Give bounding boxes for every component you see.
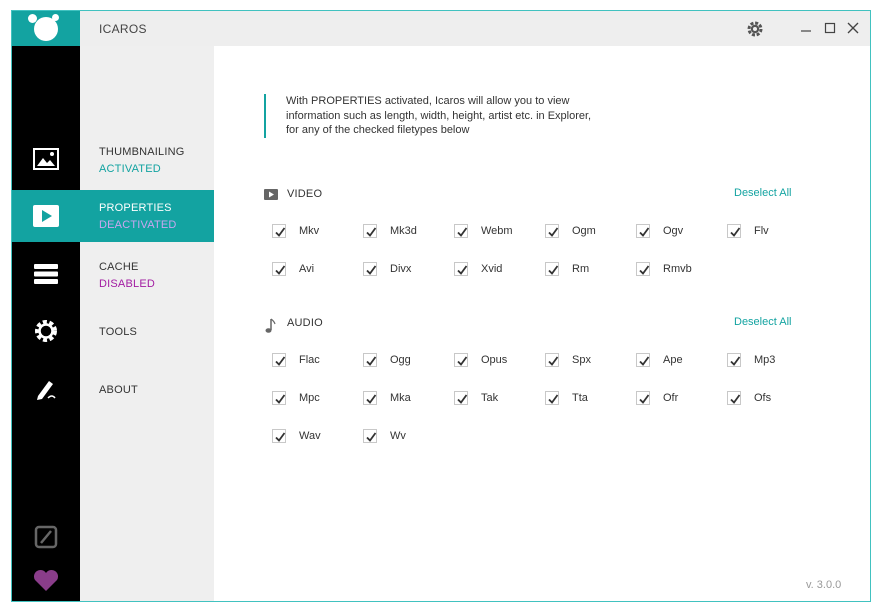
nav-label: PROPERTIES: [99, 202, 172, 214]
filetype-label: Opus: [481, 354, 508, 366]
filetype-label: Mkv: [299, 225, 320, 237]
filetype-checkbox[interactable]: [545, 224, 635, 240]
checkmark-icon: [456, 226, 468, 238]
checkmark-icon: [365, 226, 377, 238]
filetype-label: Flv: [754, 225, 769, 237]
filetype-label: Wav: [299, 430, 321, 442]
nav-item-thumbnailing[interactable]: [80, 138, 214, 190]
checkbox-box: [545, 262, 559, 276]
checkmark-icon: [456, 264, 468, 276]
checkbox-box: [636, 391, 650, 405]
nav-item-properties[interactable]: [80, 190, 214, 242]
checkmark-icon: [638, 393, 650, 405]
filetype-label: Rmvb: [663, 263, 692, 275]
filetype-label: Ogm: [572, 225, 596, 237]
checkbox-box: [272, 262, 286, 276]
filetype-checkbox[interactable]: [272, 224, 362, 240]
filetype-label: Webm: [481, 225, 513, 237]
video-deselect-all-link[interactable]: Deselect All: [734, 187, 792, 199]
filetype-checkbox[interactable]: [363, 353, 453, 369]
checkbox-box: [545, 353, 559, 367]
checkmark-icon: [638, 355, 650, 367]
filetype-checkbox[interactable]: [272, 353, 362, 369]
filetype-checkbox[interactable]: [454, 262, 544, 278]
checkbox-box: [363, 262, 377, 276]
filetype-label: Ofr: [663, 392, 679, 404]
checkmark-icon: [729, 226, 741, 238]
filetype-label: Rm: [572, 263, 590, 275]
nav-item-tools[interactable]: [80, 322, 214, 374]
nav-status: DEACTIVATED: [99, 219, 177, 231]
section-title: AUDIO: [287, 317, 323, 329]
checkbox-box: [272, 224, 286, 238]
nav-item-cache[interactable]: [80, 256, 214, 308]
checkbox-box: [363, 391, 377, 405]
checkmark-icon: [456, 355, 468, 367]
checkbox-box: [636, 224, 650, 238]
filetype-label: Tta: [572, 392, 588, 404]
checkbox-box: [545, 391, 559, 405]
icaros-logo: [12, 11, 80, 46]
filetype-label: Wv: [390, 430, 406, 442]
filetype-label: Divx: [390, 263, 412, 275]
checkmark-icon: [547, 226, 559, 238]
pen-icon: [32, 376, 60, 402]
checkmark-icon: [638, 264, 650, 276]
filetype-checkbox[interactable]: [454, 353, 544, 369]
filetype-label: Mka: [390, 392, 411, 404]
nav-item-about[interactable]: [80, 380, 214, 432]
checkbox-box: [363, 429, 377, 443]
checkbox-box: [363, 224, 377, 238]
filetype-label: Spx: [572, 354, 591, 366]
nav-panel: [80, 46, 214, 602]
sidebar-icon-about[interactable]: [12, 363, 80, 415]
version-label: v. 3.0.0: [806, 579, 842, 591]
sidebar-icon-thumbnailing[interactable]: [12, 133, 80, 185]
checkmark-icon: [274, 226, 286, 238]
checkbox-box: [727, 224, 741, 238]
image-icon: [32, 146, 60, 172]
video-icon: [264, 189, 278, 200]
sidebar-icon-tools[interactable]: [12, 305, 80, 357]
checkmark-icon: [274, 431, 286, 443]
checkbox-box: [363, 353, 377, 367]
checkmark-icon: [365, 431, 377, 443]
filetype-label: Ofs: [754, 392, 772, 404]
checkmark-icon: [547, 355, 559, 367]
checkbox-box: [727, 353, 741, 367]
filetype-checkbox[interactable]: [545, 262, 635, 278]
section-title: VIDEO: [287, 188, 323, 200]
filetype-checkbox[interactable]: [272, 429, 362, 445]
checkmark-icon: [638, 226, 650, 238]
nav-status: ACTIVATED: [99, 163, 161, 175]
filetype-checkbox[interactable]: [727, 353, 817, 369]
filetype-checkbox[interactable]: [545, 391, 635, 407]
music-note-icon: [264, 318, 276, 334]
filetype-checkbox[interactable]: [636, 353, 726, 369]
info-line: With PROPERTIES activated, Icaros will allow you to view: [286, 95, 570, 107]
play-icon: [32, 203, 60, 229]
checkmark-icon: [365, 355, 377, 367]
checkbox-box: [454, 224, 468, 238]
nav-label: CACHE: [99, 261, 139, 273]
sidebar-icon-cache[interactable]: [12, 248, 80, 300]
filetype-label: Flac: [299, 354, 320, 366]
stack-icon: [32, 261, 60, 287]
filetype-checkbox[interactable]: [727, 224, 817, 240]
checkbox-box: [272, 429, 286, 443]
filetype-checkbox[interactable]: [363, 224, 453, 240]
sidebar-icon-donate[interactable]: [12, 554, 80, 602]
filetype-label: Ogv: [663, 225, 684, 237]
nav-label: TOOLS: [99, 326, 138, 338]
filetype-checkbox[interactable]: [272, 391, 362, 407]
filetype-label: Ape: [663, 354, 683, 366]
checkmark-icon: [365, 393, 377, 405]
close-icon[interactable]: [845, 20, 861, 36]
properties-info-text: [264, 94, 636, 138]
filetype-checkbox[interactable]: [363, 429, 453, 445]
filetype-checkbox[interactable]: [454, 224, 544, 240]
filetype-checkbox[interactable]: [454, 391, 544, 407]
checkbox-box: [272, 353, 286, 367]
app-window: [11, 10, 871, 602]
filetype-label: Ogg: [390, 354, 411, 366]
filetype-checkbox[interactable]: [636, 391, 726, 407]
checkbox-box: [727, 391, 741, 405]
minimize-icon[interactable]: [798, 20, 814, 36]
maximize-icon[interactable]: [822, 20, 838, 36]
filetype-label: Mp3: [754, 354, 776, 366]
checkmark-icon: [274, 264, 286, 276]
filetype-checkbox[interactable]: [636, 262, 726, 278]
filetype-label: Xvid: [481, 263, 503, 275]
sidebar-icon-properties[interactable]: [12, 190, 80, 242]
filetype-checkbox[interactable]: [545, 353, 635, 369]
checkmark-icon: [547, 393, 559, 405]
filetype-checkbox[interactable]: [727, 391, 817, 407]
checkmark-icon: [365, 264, 377, 276]
sync-icon: [32, 524, 60, 550]
settings-gear-icon[interactable]: [745, 19, 765, 39]
title-bar: [12, 11, 870, 46]
checkmark-icon: [729, 355, 741, 367]
filetype-checkbox[interactable]: [363, 391, 453, 407]
checkbox-box: [454, 262, 468, 276]
checkbox-box: [636, 262, 650, 276]
filetype-label: Avi: [299, 263, 315, 275]
heart-icon: [32, 567, 60, 593]
checkmark-icon: [274, 393, 286, 405]
checkmark-icon: [274, 355, 286, 367]
main-content: [214, 46, 870, 602]
filetype-label: Mk3d: [390, 225, 417, 237]
checkbox-box: [545, 224, 559, 238]
info-line: for any of the checked filetypes below: [286, 124, 470, 136]
checkmark-icon: [729, 393, 741, 405]
checkbox-box: [272, 391, 286, 405]
nav-status: DISABLED: [99, 278, 156, 290]
filetype-checkbox[interactable]: [636, 224, 726, 240]
info-line: information such as length, width, height, artist etc. in Explorer,: [286, 109, 592, 122]
checkmark-icon: [547, 264, 559, 276]
checkbox-box: [454, 353, 468, 367]
gear-icon: [32, 318, 60, 344]
checkbox-box: [636, 353, 650, 367]
nav-label: ABOUT: [99, 384, 138, 396]
filetype-checkbox[interactable]: [272, 262, 362, 278]
filetype-label: Tak: [481, 392, 499, 404]
checkmark-icon: [456, 393, 468, 405]
filetype-checkbox[interactable]: [363, 262, 453, 278]
app-title: ICAROS: [99, 22, 147, 36]
filetype-label: Mpc: [299, 392, 320, 404]
icon-sidebar: [12, 46, 80, 602]
nav-label: THUMBNAILING: [99, 146, 185, 158]
audio-deselect-all-link[interactable]: Deselect All: [734, 316, 792, 328]
checkbox-box: [454, 391, 468, 405]
